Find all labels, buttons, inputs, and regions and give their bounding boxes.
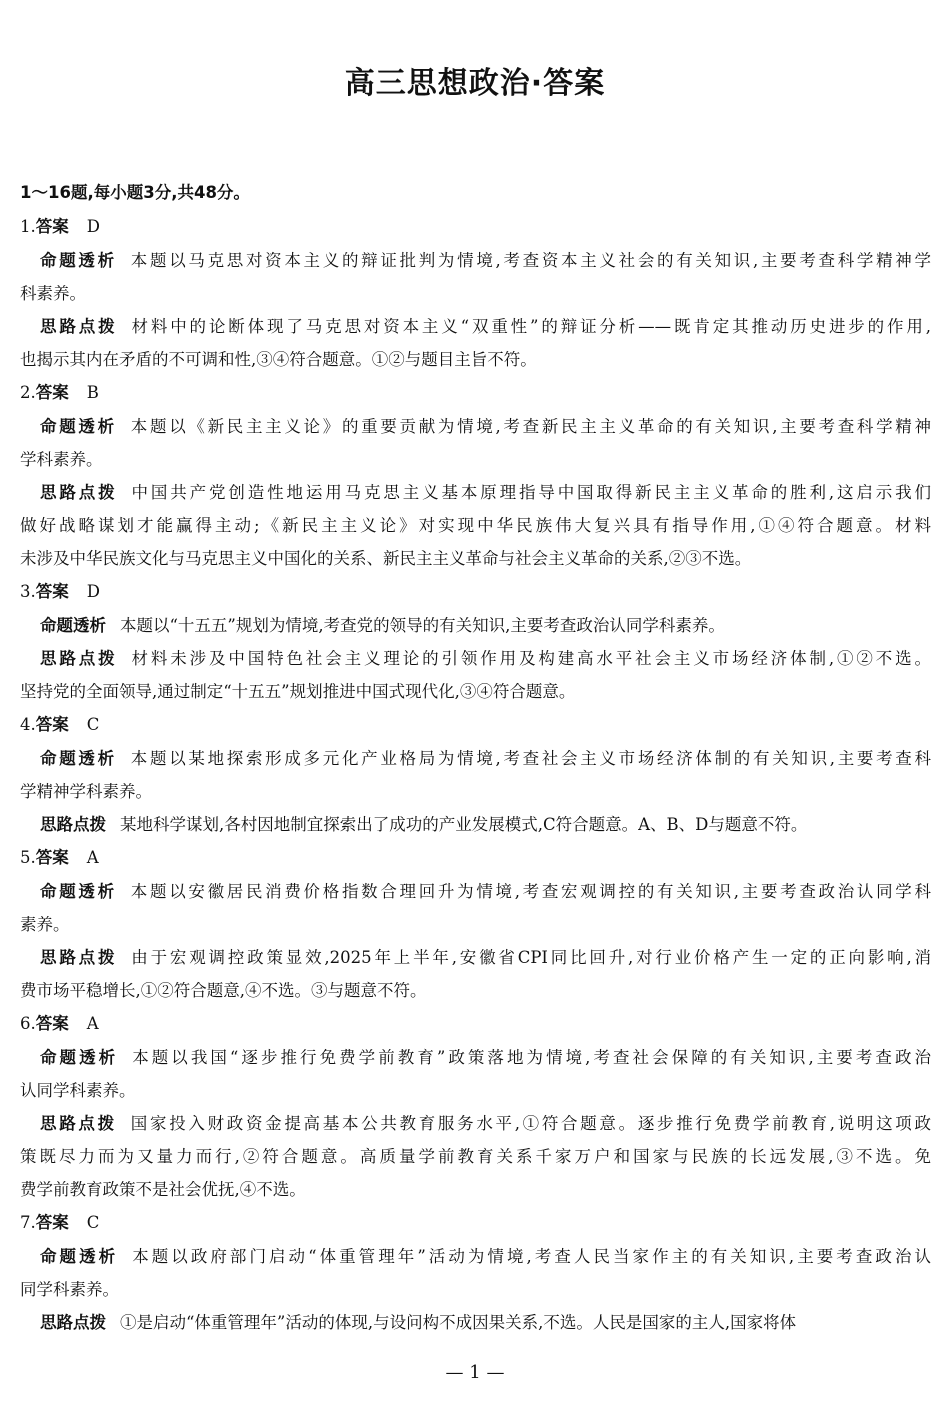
page-number: — 1 — (445, 1362, 505, 1383)
text-line (20, 1273, 931, 1306)
question-answer-line (20, 1206, 931, 1240)
line-text: 本题以安徽居民消费价格指数合理回升为情境,考查宏观调控的有关知识,主要考查政治认同学科 (130, 882, 931, 901)
analysis-paragraph (20, 1240, 931, 1306)
text-line (40, 476, 931, 509)
line-text: 费学前教育政策不是社会优抚,④不选。 (20, 1180, 306, 1199)
hint-label: 思路点拨 (40, 649, 118, 668)
line-text: 本题以“十五五”规划为情境,考查党的领导的有关知识,主要考查政治认同学科素养。 (120, 616, 725, 635)
question-answer-line (20, 210, 931, 244)
hint-paragraph (40, 808, 931, 841)
line-text: 某地科学谋划,各村因地制宜探索出了成功的产业发展模式,C符合题意。A、B、D与题意不符。 (120, 815, 808, 834)
line-text: 做好战略谋划才能赢得主动;《新民主主义论》对实现中华民族伟大复兴具有指导作用,①④符合题意。材料 (20, 516, 931, 535)
analysis-paragraph (40, 609, 931, 642)
question-number: 4. (20, 715, 36, 734)
line-text: 认同学科素养。 (20, 1081, 136, 1100)
line-text: ①是启动“体重管理年”活动的体现,与设问构不成因果关系,不选。人民是国家的主人,国家将体 (120, 1313, 797, 1332)
text-line (40, 410, 931, 443)
answer-choice: A (86, 1014, 99, 1033)
hint-paragraph (40, 1306, 931, 1339)
analysis-label: 命题透析 (40, 616, 106, 635)
line-text: 材料未涉及中国特色社会主义理论的引领作用及构建高水平社会主义市场经济体制,①②不选。 (131, 649, 931, 668)
hint-paragraph (20, 1107, 931, 1206)
question-number: 6. (20, 1014, 36, 1033)
hint-paragraph (20, 941, 931, 1007)
text-line (20, 542, 931, 575)
answer-label: 答案 (35, 582, 69, 601)
analysis-label: 命题透析 (40, 251, 117, 270)
answer-label: 答案 (35, 715, 69, 734)
hint-label: 思路点拨 (40, 815, 106, 834)
text-line (40, 1041, 931, 1074)
analysis-label: 命题透析 (40, 749, 117, 768)
question-answer-line (20, 841, 931, 875)
line-text: 学精神学科素养。 (20, 782, 152, 801)
text-line (40, 808, 931, 841)
line-text: 坚持党的全面领导,通过制定“十五五”规划推进中国式现代化,③④符合题意。 (20, 682, 576, 701)
answer-choice: A (86, 848, 99, 867)
hint-label: 思路点拨 (40, 948, 118, 967)
question-number: 3. (20, 582, 36, 601)
analysis-label: 命题透析 (40, 1247, 119, 1266)
text-line (40, 244, 931, 277)
line-text: 科素养。 (20, 284, 86, 303)
question-number: 7. (20, 1213, 36, 1232)
hint-paragraph (20, 310, 931, 376)
text-line (20, 343, 931, 376)
analysis-paragraph (20, 410, 931, 476)
text-line (40, 310, 931, 343)
analysis-paragraph (20, 742, 931, 808)
answer-choice: C (86, 1213, 100, 1232)
line-text: 本题以《新民主主义论》的重要贡献为情境,考查新民主主义革命的有关知识,主要考查科学精神 (130, 417, 931, 436)
text-line (40, 1107, 931, 1140)
line-text: 未涉及中华民族文化与马克思主义中国化的关系、新民主主义革命与社会主义革命的关系,②③不选。 (20, 549, 752, 568)
analysis-paragraph (20, 1041, 931, 1107)
text-line (40, 1306, 931, 1339)
line-text: 材料中的论断体现了马克思对资本主义“双重性”的辩证分析——既肯定其推动历史进步的作用, (131, 317, 931, 336)
answer-label: 答案 (35, 848, 69, 867)
analysis-label: 命题透析 (40, 417, 117, 436)
line-text: 国家投入财政资金提高基本公共教育服务水平,①符合题意。逐步推行免费学前教育,说明这项政 (130, 1114, 931, 1133)
line-text: 本题以我国“逐步推行免费学前教育”政策落地为情境,考查社会保障的有关知识,主要考查政治 (132, 1048, 931, 1067)
question-number: 1. (20, 217, 36, 236)
line-text: 本题以政府部门启动“体重管理年”活动为情境,考查人民当家作主的有关知识,主要考查政治认 (132, 1247, 931, 1266)
question-number: 5. (20, 848, 36, 867)
hint-label: 思路点拨 (40, 483, 118, 502)
line-text: 本题以马克思对资本主义的辩证批判为情境,考查资本主义社会的有关知识,主要考查科学精神学 (130, 251, 931, 270)
text-line (40, 742, 931, 775)
answer-choice: B (86, 383, 99, 402)
line-text: 本题以某地探索形成多元化产业格局为情境,考查社会主义市场经济体制的有关知识,主要考查科 (130, 749, 931, 768)
analysis-label: 命题透析 (40, 1048, 119, 1067)
text-line (20, 1140, 931, 1173)
question-answer-line (20, 1007, 931, 1041)
answer-content (20, 176, 931, 1339)
line-text: 学科素养。 (20, 450, 103, 469)
text-line (20, 974, 931, 1007)
text-line (40, 875, 931, 908)
answer-choice: D (86, 217, 100, 236)
analysis-label: 命题透析 (40, 882, 117, 901)
line-text: 也揭示其内在矛盾的不可调和性,③④符合题意。①②与题目主旨不符。 (20, 350, 537, 369)
question-number: 2. (20, 383, 36, 402)
hint-label: 思路点拨 (40, 1313, 106, 1332)
answer-label: 答案 (35, 1014, 69, 1033)
text-line (20, 908, 931, 941)
line-text: 由于宏观调控政策显效,2025年上半年,安徽省CPI同比回升,对行业价格产生一定的正向影响,消 (131, 948, 931, 967)
text-line (40, 609, 931, 642)
line-text: 费市场平稳增长,①②符合题意,④不选。③与题意不符。 (20, 981, 427, 1000)
hint-paragraph (20, 476, 931, 575)
question-answer-line (20, 708, 931, 742)
answer-label: 答案 (35, 1213, 69, 1232)
text-line (20, 443, 931, 476)
question-answer-line (20, 376, 931, 410)
answer-label: 答案 (35, 383, 69, 402)
hint-paragraph (20, 642, 931, 708)
section-intro: 1～16题,每小题3分,共48分。 (20, 183, 250, 202)
line-text: 中国共产党创造性地运用马克思主义基本原理指导中国取得新民主主义革命的胜利,这启示我们 (131, 483, 931, 502)
answer-choice: C (86, 715, 100, 734)
line-text: 素养。 (20, 915, 70, 934)
question-answer-line (20, 575, 931, 609)
text-line (20, 775, 931, 808)
line-text: 策既尽力而为又量力而行,②符合题意。高质量学前教育关系千家万户和国家与民族的长远发展,③不选。免 (20, 1147, 931, 1166)
text-line (20, 509, 931, 542)
text-line (40, 1240, 931, 1273)
text-line (20, 1074, 931, 1107)
answer-choice: D (86, 582, 100, 601)
text-line (20, 675, 931, 708)
text-line (20, 1173, 931, 1206)
text-line (20, 277, 931, 310)
page-title: 高三思想政治·答案 (344, 66, 606, 101)
answer-label: 答案 (35, 217, 69, 236)
hint-label: 思路点拨 (40, 1114, 117, 1133)
analysis-paragraph (20, 875, 931, 941)
line-text: 同学科素养。 (20, 1280, 119, 1299)
text-line (40, 642, 931, 675)
hint-label: 思路点拨 (40, 317, 118, 336)
text-line (40, 941, 931, 974)
analysis-paragraph (20, 244, 931, 310)
